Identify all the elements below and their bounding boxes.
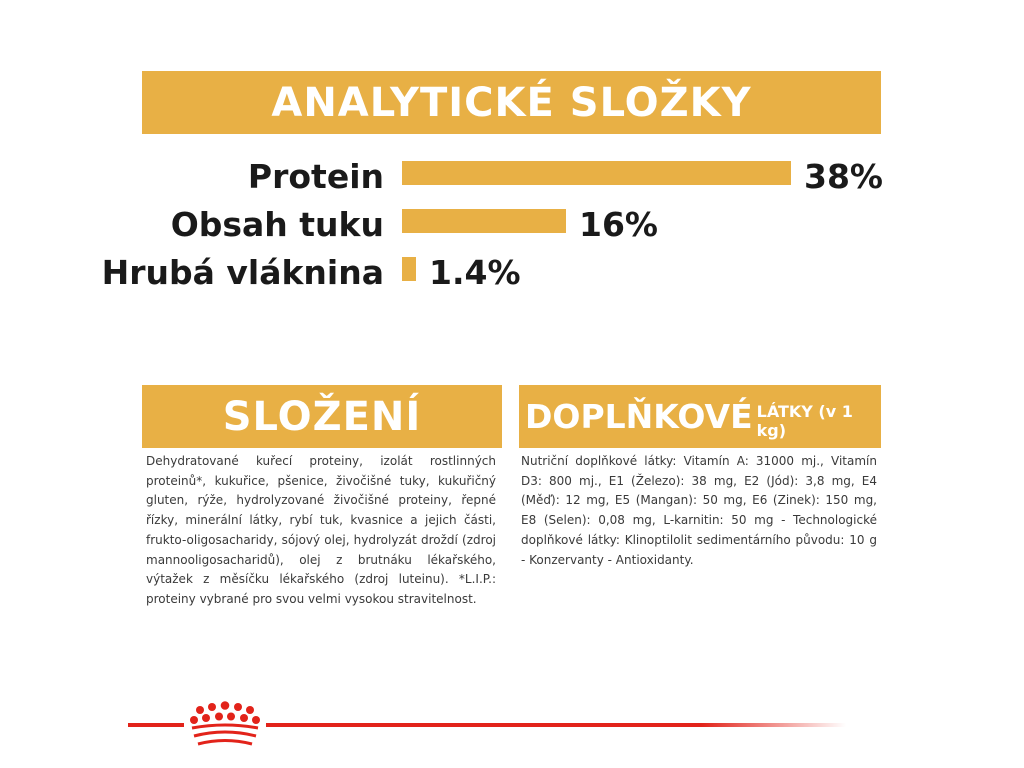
nutrient-value: 16% <box>579 205 658 244</box>
additives-text: Nutriční doplňkové látky: Vitamín A: 31000 mj., Vitamín D3: 800 mj., E1 (Železo): 38 mg, E2 (Jód): 3,8 mg, E4 (Měď): 12 mg, E5 (Mangan): 50 mg, E6 (Zinek): 150 mg, E8 (Selen): 0,08 mg, L-karnitin: 50 mg - Technologické doplňkové látky: Klinoptilolit sedimentárního původu: 10 g - Konzervanty - Antioxidanty. <box>521 454 877 567</box>
nutrient-label: Hrubá vláknina <box>101 253 384 292</box>
nutrient-value: 1.4% <box>429 253 521 292</box>
additives-title: DOPLŇKOVÉ <box>525 397 753 436</box>
royal-crown-icon <box>184 700 266 750</box>
composition-title: SLOŽENÍ <box>222 393 422 440</box>
nutrient-row <box>0 249 1024 297</box>
nutrient-bar <box>402 209 566 233</box>
nutrient-bar <box>402 257 416 281</box>
analytic-banner <box>142 71 881 134</box>
composition-banner <box>142 385 502 448</box>
composition-text: Dehydratované kuřecí proteiny, izolát rostlinných proteinů*, kukuřice, pšenice, živočišné tuky, kukuřičný gluten, rýže, hydrolyzované živočišné proteiny, řepné řízky, minerální látky, rybí tuk, kvasnice a jejich části, frukto-oligosacharidy, sójový olej, hydrolyzát droždí (zdroj mannooligosacharidů), olej z brutnáku lékařského, výtažek z měsíčku lékařského (zdroj luteinu). *L.I.P.: proteiny vybrané pro svou velmi vysokou stravitelnost. <box>146 454 496 606</box>
nutrient-label: Protein <box>247 157 384 196</box>
nutrient-label: Obsah tuku <box>170 205 384 244</box>
nutrient-row <box>0 153 1024 201</box>
additives-subtitle: LÁTKY (v 1 kg) <box>756 401 853 440</box>
nutrient-bar <box>402 161 791 185</box>
brand-line-right <box>266 723 846 727</box>
nutrient-row <box>0 201 1024 249</box>
nutrient-value: 38% <box>804 157 883 196</box>
brand-line-left <box>128 723 184 727</box>
additives-banner <box>519 385 881 448</box>
analytic-title: ANALYTICKÉ SLOŽKY <box>271 79 752 126</box>
